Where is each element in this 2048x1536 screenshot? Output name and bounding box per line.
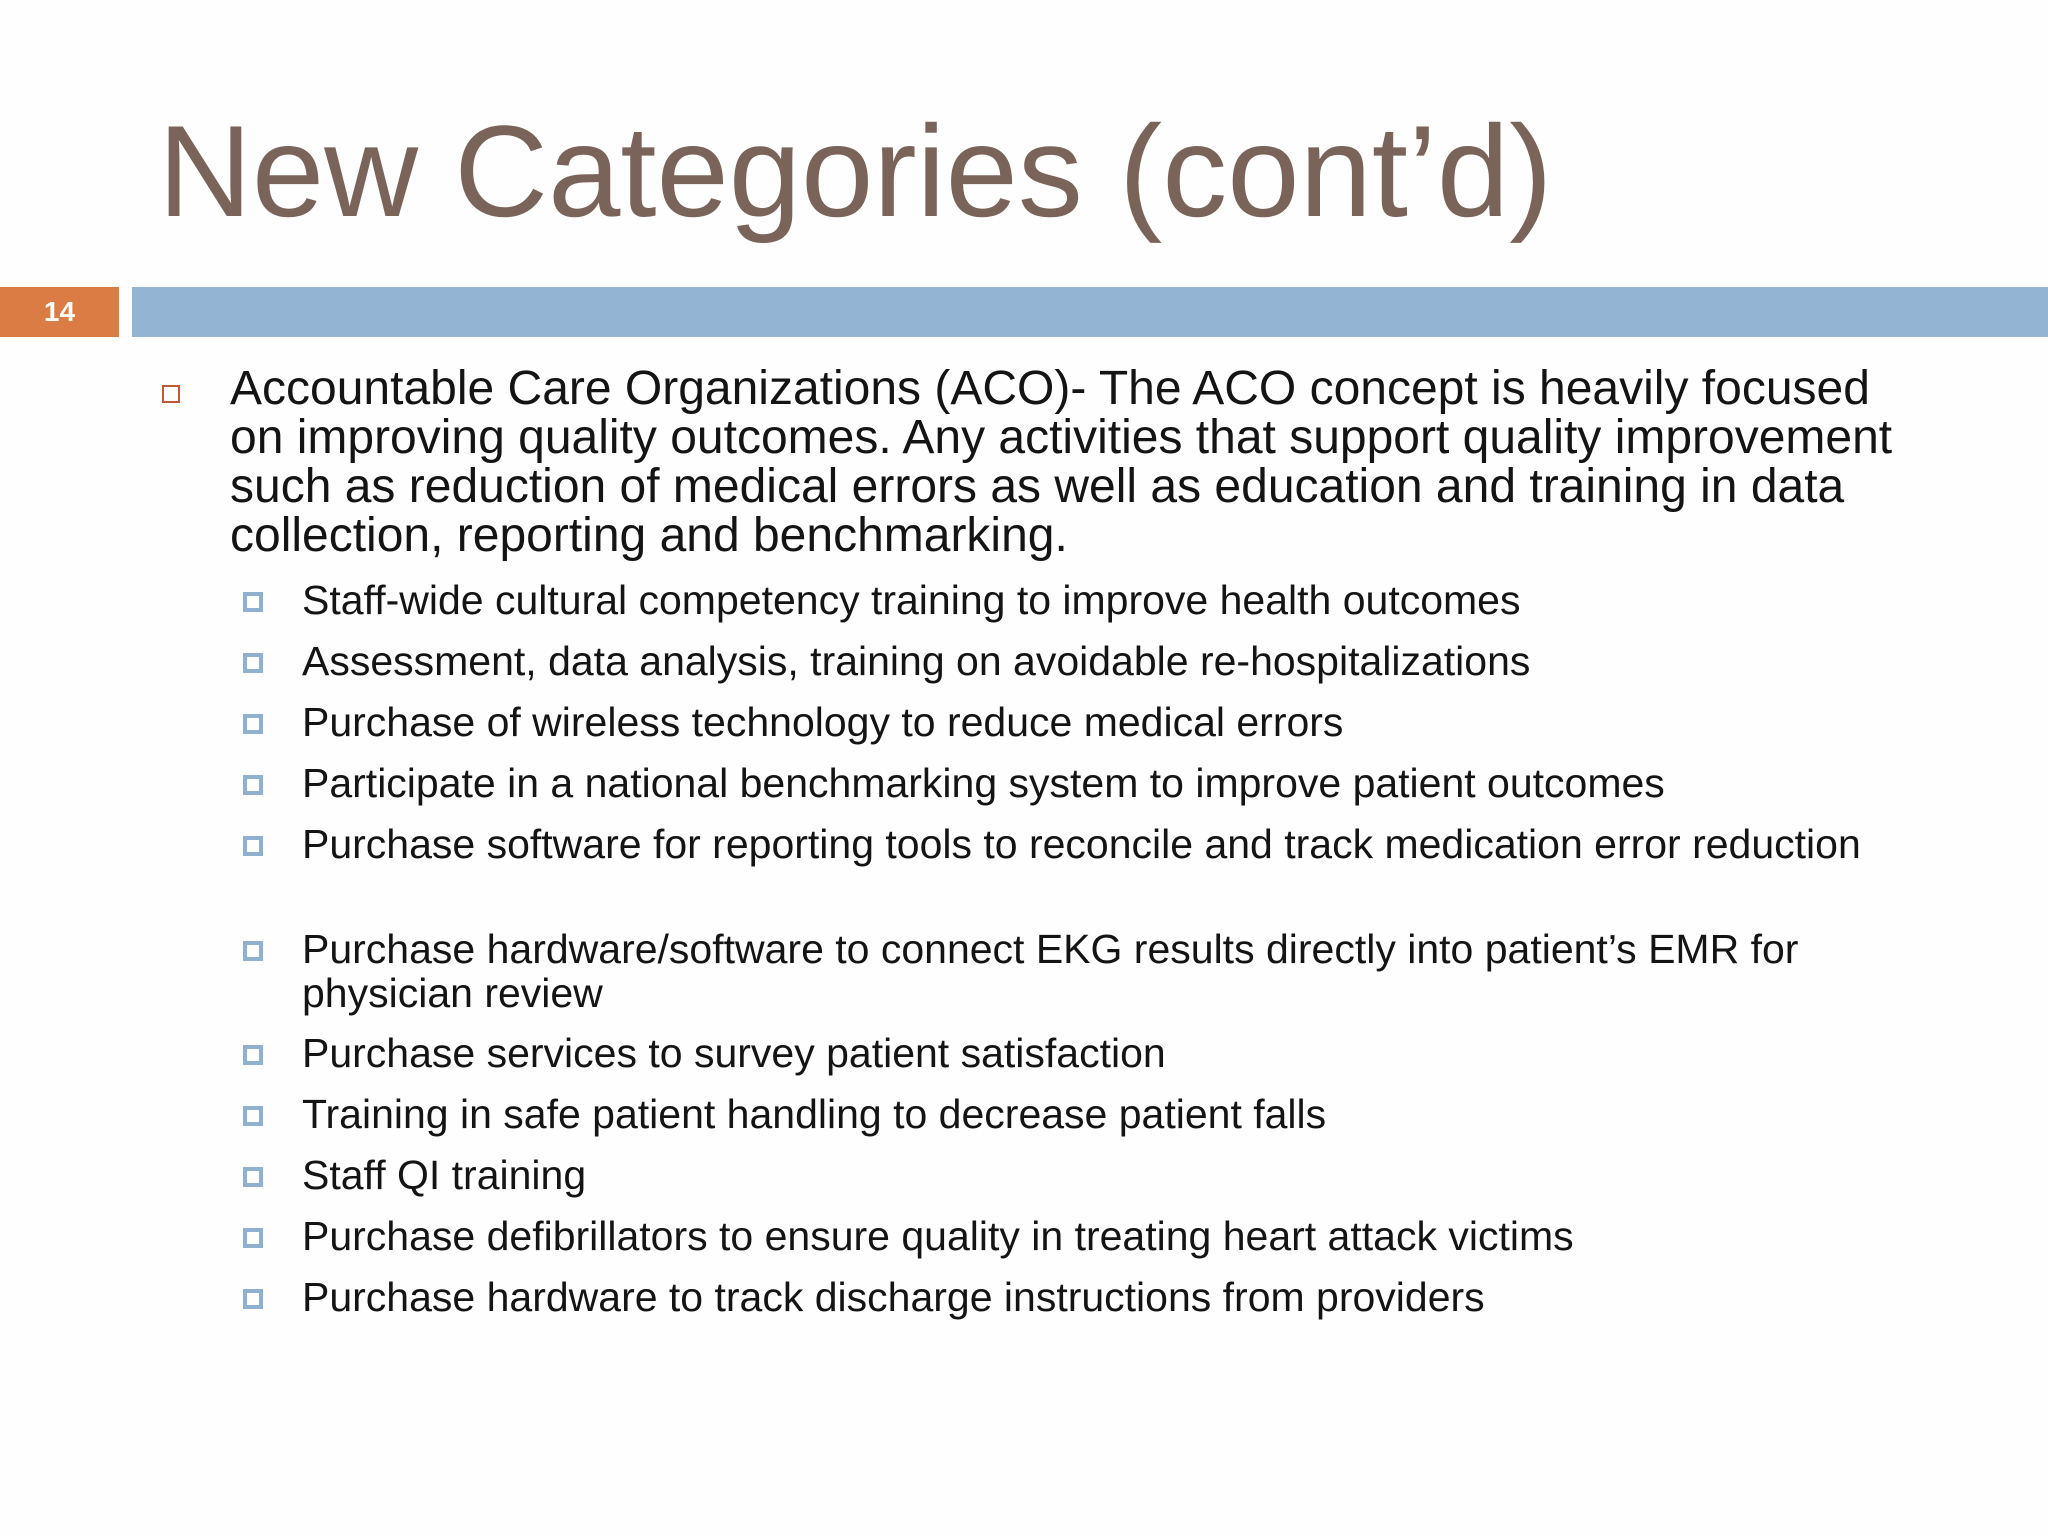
sub-bullet-text: Purchase services to survey patient satisfaction — [302, 1030, 1166, 1076]
title-divider-bar — [132, 287, 2048, 337]
blue-square-icon — [243, 836, 263, 856]
blue-square-icon — [243, 941, 263, 961]
blue-square-icon — [243, 1228, 263, 1248]
blue-square-icon — [243, 1045, 263, 1065]
blue-square-icon — [243, 1106, 263, 1126]
sub-bullet-text: Purchase hardware to track discharge instructions from providers — [302, 1274, 1485, 1320]
sub-bullet-text: Staff QI training — [302, 1152, 587, 1198]
blue-square-icon — [243, 775, 263, 795]
sub-bullet-text: Purchase of wireless technology to reduce medical errors — [302, 699, 1344, 745]
sub-bullet-text: Assessment, data analysis, training on avoidable re-hospitalizations — [302, 638, 1531, 684]
hollow-square-icon — [162, 385, 180, 403]
sub-bullet-text: Training in safe patient handling to decrease patient falls — [302, 1091, 1327, 1137]
slide-title: New Categories (cont’d) — [158, 98, 1553, 244]
sub-bullet-text: Staff-wide cultural competency training to improve health outcomes — [302, 577, 1521, 623]
blue-square-icon — [243, 592, 263, 612]
sub-bullet-text: Purchase software for reporting tools to reconcile and track medication error reduction — [302, 821, 1861, 867]
blue-square-icon — [243, 714, 263, 734]
slide-number: 14 — [0, 287, 119, 337]
sub-bullet-text: Participate in a national benchmarking system to improve patient outcomes — [302, 760, 1665, 806]
blue-square-icon — [243, 653, 263, 673]
main-bullet-text: Accountable Care Organizations (ACO)- The ACO concept is heavily focused on improving quality outcomes. Any activities that support quality improvement such as reduction of medical errors as well as education and training in data collection, reporting and benchmarking. — [230, 362, 1893, 562]
blue-square-icon — [243, 1167, 263, 1187]
sub-bullet-text: Purchase defibrillators to ensure quality in treating heart attack victims — [302, 1213, 1574, 1259]
sub-bullet-text: Purchase hardware/software to connect EKG results directly into patient’s EMR for physician review — [302, 926, 1799, 1016]
blue-square-icon — [243, 1289, 263, 1309]
